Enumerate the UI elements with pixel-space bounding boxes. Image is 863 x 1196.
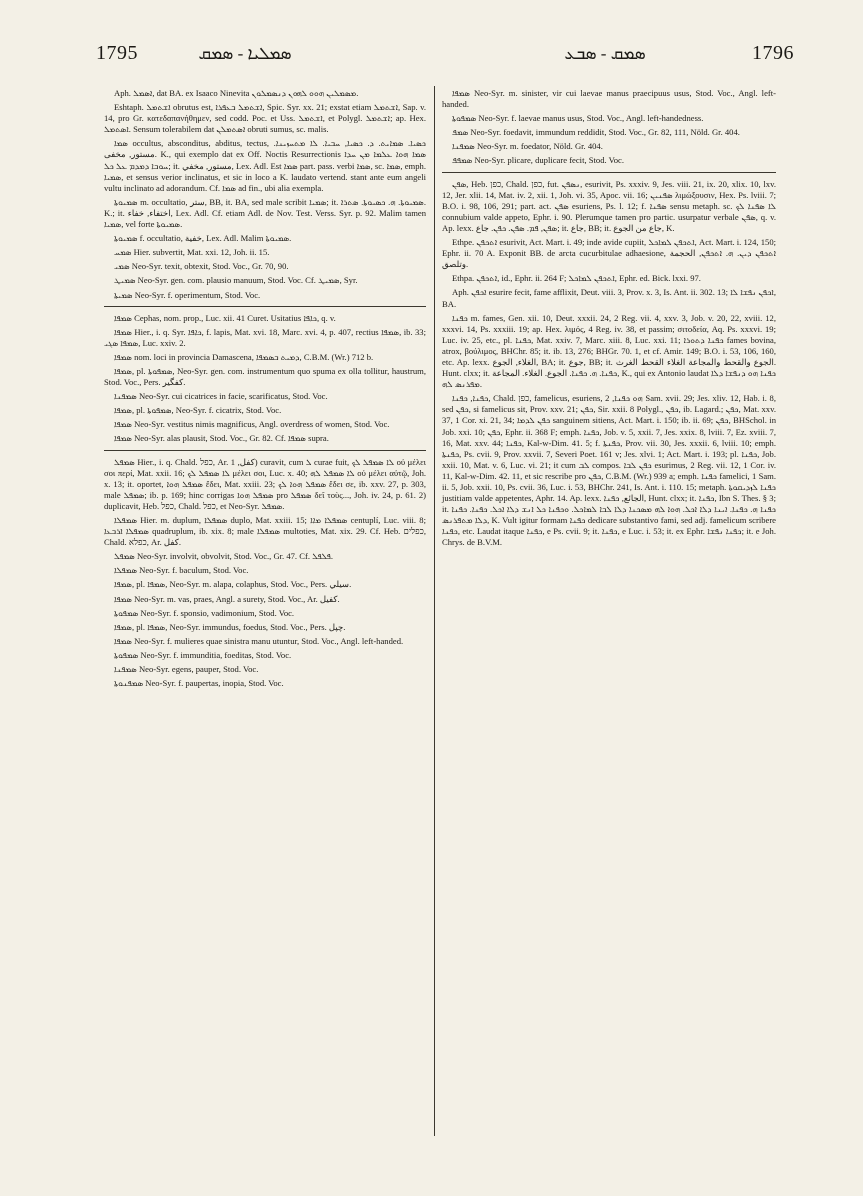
dictionary-entry: ܣܡܦܐ Cephas, nom. prop., Luc. xii. 41 Curet. Usitatius ܟܐܦܐ, q. v. [114,312,336,323]
left-page-number: 1795 [96,42,138,64]
dictionary-entry: ܣܡܦܦ Neo-Syr. plicare, duplicare fecit, Stod. Voc. [452,155,625,166]
right-page-number: 1796 [752,42,794,64]
dictionary-entry: ܣܡܦܢܘܬܐ Neo-Syr. f. paupertas, inopia, Stod. Voc. [114,678,284,689]
dictionary-entry: ܣܡܦܐ Hier., i. q. Syr. ܟܐܦܐ, f. lapis, Mat. xvi. 18, Marc. xvi. 4, p. 407, rectius ܣܡܦܐ, ib. 33; ܣܡܦܐ ܣܓܝ, Luc. xxiv. 2. [104,326,426,348]
dictionary-entry: ܣܡܝܘܬܐ m. occultatio, ستر, BB, it. BA, sed male scribit ܣܡܝܐ; it. ܣܡܝܘܬܐ. ܗ. ܟܣܝܘܬܐ. ܣܬܪܐ. K.; it. اختفاء, خفاء, Lex. Adl. Cf. etiam Adl. de Nov. Test. Verss. Syr. p. 92. Malim tamen ܣܡܝܐ, vel forte ܣܡܝܘܬܐ. [104,196,427,230]
dictionary-entry: Ethpe. ܐܬܟܦܢ esurivit, Act. Mart. i. 49; inde avide cupiit, ܐܬܟܦܢ ܠܡܐܟܠ, Act. Mart. i. 124, 150; Ephr. ii. 70 A. Exponit BB. de arcta cucurbitulae adhaesione, ܐܬܟܦܢ ܕܝܢ. ܗ. ܐܬܟܦܢ, الحجمة وتلصق. [442,237,777,270]
section-rule [442,172,776,173]
dictionary-entry: ܣܡܦܐ, pl. ܣܡܦܘܬܐ, Neo-Syr. gen. com. instrumentum quo spuma ex olla tollitur, haustrum, Stod. Voc., Pers. كفگير. [104,365,426,388]
dictionary-entry: ܣܡܦܠ Hier., i. q. Chald. כפל, Ar. كفل, 1) curavit, cum ܠ curae fuit, ܠܐ ܣܡܦܠ ܠܟ οὐ μέλει σοι περί, Mat. xxii. 16; ܠܐ ܣܡܦܠ ܠܟ μέλει σοι, Luc. x. 40; ܠܐ ܣܡܦܠ ܠܗ οὐ μέλει αὐτῷ, Joh. x. 13; it. oportet, ܣܡܦܠ ܗܘܐ ἔδει, Mat. xxiii. 23; ܣܡܦܠ ܗܘܐ ܠܟ ἔδει σε, ib. xxv. 27, p. 303, male ܣܡܦܠ; ib. p. 169; hinc corrigas ܣܡܦܠ ܗܘܐ pro ܣܡܦܠ δεῖ τοὺς..., Joh. iv. 24, p. 61. 2) duplicavit, Heb. כפל, Chald. כפל, et Neo-Syr. ܣܡܦܠ. [104,456,427,511]
dictionary-entry: ܣܡܐ occultus, absconditus, abditus, tectus, ܟܣܝܐ. ܣܡܐܝܬ. ܕ. ܟܣܝܐ, ܚܒܝܐ. ܠܐ ܡܬܚܙܝܢܐ. مستور, مخفى. K., qui exemplo dat ex Off. Noctis Resurrectionis ܣܡܐ ܗܘܐ ܥܠܡܐ ܡܢ ܚܕܐ ܚܘܒܐ ܕܡܕܡ ܥܠ ܟܠ; it. مستور, مخفي, Lex. Adl. Est ܣܡܐ part. pass. verbi ܣܡܐ, sc. ܣܡܐ, emph. ܣܡܝܐ, et sensus verior inclinatus, et sic in loco a K. laudato vertend. stant ante eum angeli vultu inclinato ad adorandum. Cf. ܣܡܐ ad fin., ubi alia exempla. [104,138,427,193]
dictionary-entry: ܣܡܦܐ, pl. ܣܡܦܐ, Neo-Syr. immundus, foedus, Stod. Voc., Pers. چپل. [114,621,346,632]
dictionary-entry: ܣܡܦܐ Neo-Syr. alas plausit, Stod. Voc., Gr. 82. Cf. ܣܡܦܐ supra. [114,433,329,444]
left-entries-group-1 [104,88,426,301]
dictionary-entry: ܣܡܦܐ Neo-Syr. m. sinister, vir cui laevae manus praecipuus usus, Stod. Voc., Angl. left-handed. [442,88,776,110]
column-divider [434,86,435,1136]
dictionary-entry: ܣܡܦܘܬܐ Neo-Syr. f. sponsio, vadimonium, Stod. Voc. [114,607,295,618]
section-rule [104,306,426,307]
dictionary-entry: ܣܡܦܘܬܐ Neo-Syr. f. laevae manus usus, Stod. Voc., Angl. left-handedness. [452,113,704,124]
dictionary-entry: ܣܡܝܘܬܐ f. occultatio, خفية, Lex. Adl. Malim ܣܡܝܘܬܐ. [114,233,292,244]
section-rule [104,450,426,451]
left-entries-group-2 [104,313,426,445]
dictionary-entry: ܣܡܝ Neo-Syr. texit, obtexit, Stod. Voc., Gr. 70, 90. [114,261,289,272]
dictionary-entry: Aph. ܐܣܡܠ, dat BA. ex Isaaco Ninevita ܡܣܡܠܝܢ ܗܘܘ ܠܗܘܢ ܕܢܣܡܠܘܢ. [114,88,359,98]
dictionary-entry: ܣܡܦܢܐ Neo-Syr. m. foedator, Nöld. Gr. 404. [452,141,603,152]
dictionary-entry: ܣܡܦܢܐ Neo-Syr. egens, pauper, Stod. Voc. [114,664,259,675]
dictionary-entry: ܣܦܢ, Heb. כפן, Chald. כפן, fut. ܢܣܦܢ, esurivit, Ps. xxxiv. 9, Jes. viii. 21, ix. 20, xlix. 10, lxv. 12, Jer. xlii. 14, Mat. iv. 2, xii. 1, Joh. vi. 35, Apoc. vii. 16; ܣܦܢܝܢ λιμώξουσιν, Hex. Ps. lviii. 7; B.O. i. 98, 106, 291; part. act. ܣܦܢ esuriens, Ps. l. 12; f. ܣܦܢܐ sensu metaph. sc. ܠܐ ܣܦܢܐ ܠܟ connubium valde appeto, Ephr. i. 90. Plerumque tamen pro partic. usurpatur verbale ܣܦܢ, q. v. Ap. lexx. ܣܦܢ, ܦܡ. ܣܦܢ. ܟܦܢ. جاع; it. جاع, BB; it. جاع من الجوع, K. [442,178,777,233]
dictionary-entry: Ethpa. ܐܬܟܦܢ, id., Ephr. ii. 264 F; ܐܬܟܦܢ ܠܡܐܟܠ, Ephr. ed. Bick. lxxi. 97. [452,273,701,284]
dictionary-entry: ܣܡܝܬܐ Neo-Syr. f. operimentum, Stod. Voc. [114,289,261,300]
left-running-title: ܣܡܠܝܐ - ܣܡܩ [198,44,292,63]
left-entries-group-3 [104,457,426,690]
right-entries-group-2 [442,179,776,549]
dictionary-entry: ܣܡܦܘܬܐ Neo-Syr. f. immunditia, foeditas, Stod. Voc. [114,649,292,660]
left-column [104,88,426,692]
page-header [0,40,863,70]
dictionary-entry: ܟܦܢܐ, ܟܦܢܐ, Chald. כפן, famelicus, esuriens, ܗܘ ܟܦܢܐ, 2 Sam. xvii. 29; Jes. xliv. 12, Hab. i. 8, sed ܟܦܢ, si famelicus sit, Prov. xxv. 21; ܟܦܢ, Sir. xxii. 8 Polygl., ܟܦܢ, ib. Lagard.; ܟܦܢ, Mat. xxv. 37, 1 Cor. xi. 21, 34; ܟܦܢ ܠܕܡܐ sanguinem sitiens, Act. Mart. i. 150; ib. ii. 69; ܟܦܢ, BHSchol. in Job. xxi. 10; ܟܦܢ, Ephr. ii. 368 F; emph. ܟܦܢܐ, Job. v. 5, xxii. 7, Jes. xxix. 8, lviii. 7, Ez. xviii. 7, 16, Mat. xxv. 44; ܟܦܢܐ, Kal-w-Dim. 41. 5; f. ܟܦܢܬܐ, Prov. vii. 30, Jes. xxxii. 6, lviii. 10; emph. ܟܦܢܬܐ, Ps. cvii. 9, Prov. xxvii. 7, Severi Poet. 161 v; Jes. xlvi. 1; Act. Mart. i. 193; pl. ܟܦܢܐ, Job. xxii. 10, Mat. v. 6, Luc. vi. 21; it cum ܠܒ compos. ܟܦܢ ܠܒܐ esurimus, 2 Reg. vii. 12, 1 Cor. iv. 11, Kal-w-Dim. 42. 11, et sic rescribe pro ܟܦܢ, C.B.M. (Wr.) 939 a; emph. ܟܦܢܐ famelici, 1 Sam. ii. 5, Job. xxii. 10, Ps. cvii. 36, Luc. i. 53, BHChr. 241, Is. Ant. i. 110. 15; metaph. ܟܦܢܐ ܠܙܕܝܩܘܬܐ justitiam valde appetentes, Aphr. 14. Ap. lexx. الجائع, ܟܦܢܐ, Hunt. clxx; it. ܟܦܢܐ, Ibn S. Thes. § 3; it. ܟܦܢܐ ܗ. ܟܦܢܐ. ܐܝܢܐ ܕܠܐ ܐܟܠ. ܗܘܐ ܠܗ ܡܣܟܢܐ ܕܠܐ ܠܒܐ ܠܡܐܟܠ. ܘܟܦܢܐ ܟܠ ܐܢܫ ܕܠܐ ܐܟܠ. ܟܦܢܐ. ܟܦܢܐ ܕܠܐ ܡܬܦܪܢܣ, K. Vult igitur formam ܟܦܢܐ dedicare substantivo fami, sed adj. famelicum scribere ܟܦܢܐ, etc. Laudat itaque ܟܦܢܐ, e Ps. cvii. 9; it. ܟܦܢܐ, e Luc. i. 53; it. ex Ephr. ܟܦܢܐ ܢܦܫܐ; it. e Joh. Chrys. de B.V.M. [442,393,777,548]
dictionary-entry: ܣܡܦܐ Neo-Syr. vestitus nimis magnificus, Angl. overdress of women, Stod. Voc. [114,419,390,430]
dictionary-entry: ܟܦܢܐ m. fames, Gen. xii. 10, Deut. xxxii. 24, 2 Reg. vii. 4, xxv. 3, Job. v. 20, 22, xviii. 12, xxxvi. 14, Ps. xxxiii. 19; ap. Hex. λιμός, 4 Reg. iv. 38, et passim; σιτοδεία, Aq. Ps. xxxvi. 19; Luc. iv. 25, etc., pl. ܟܦܢܐ, Mat. xxiv. 7, Marc. xiii. 8, Luc. xxi. 11; ܟܦܢܐ ܕܬܘܪܐ fames bovina, atrox, βούλιμος, BHChr. 85; it. ib. 13, 276; BHGr. 70. 1, et cf. Amir. 149; B.O. i. 53, 106, 160, etc. Ap. lexx. الغلاء, الجوع, BA; it. جوع, BB; it. الجوع والقحط والمجاعة الغلاء القحط الغرث. Hunt. clxx; it. ܟܦܢܐ. ܗ. ܟܦܢܐ. الجوع. الغلاء. المجاعة, K., qui ex Antonio laudat ܟܦܢܐ ܗܘ ܕܢܦܫܐ ܕܠܐ ܡܦܪܢܣ ܠܗ. [442,312,777,390]
dictionary-entry: ܣܡܦܠܐ Neo-Syr. f. baculum, Stod. Voc. [114,565,249,576]
dictionary-entry: ܣܡܦܐ, pl. ܣܡܦܘܬܐ, Neo-Syr. f. cicatrix, Stod. Voc. [114,405,282,416]
dictionary-entry: ܣܡܦܐ nom. loci in provincia Damascena, ܕܡܝܬ ܒܣܡܦܐ, C.B.M. (Wr.) 712 b. [114,351,374,362]
dictionary-entry: ܣܡܦܠ Neo-Syr. involvit, obvolvit, Stod. Voc., Gr. 47. Cf. ܦܠܦܠ. [114,551,333,562]
dictionary-entry: ܣܡܦܢܐ Neo-Syr. cui cicatrices in facie, scarificatus, Stod. Voc. [114,391,328,402]
dictionary-entry: ܣܡܦܐ Neo-Syr. m. vas, praes, Angl. a surety, Stod. Voc., Ar. كفيل. [114,593,340,604]
dictionary-entry: Eshtaph. ܐܫܬܡܠ obrutus est, ܐܫܬܡܠ ܒܥܦܪܐ, Spic. Syr. xx. 21; exstat etiam ܐܫܬܡܠ, Sap. v. 14, pro Gr. κατεδαπανήθημεν, sed codd. Poc. et Uss. ܐܫܬܡܠ, et Polygl. ܐܫܬܡܠ; ap. Hex. ܐܣܬܡܠ. Sensum tolerabilem dat ܐܣܬܡܠܢ obruti sumus, sc. malis. [104,102,427,135]
dictionary-entry: ܣܡܚ Hier. subvertit, Mat. xxi. 12, Joh. ii. 15. [114,247,270,258]
dictionary-entry: ܣܡܦܠܐ Hier. m. duplum, ܣܡܦܠܐ duplo, Mat. xxiii. 15; ܣܡܦܠܐ ܡܐܐ centuplí, Luc. viii. 8; ܣܡܦܠܐ ܐܪܒܥܐ quadruplum, ib. xix. 8; male ܣܡܦܠܐ multoties, Mat. xix. 29. Cf. Heb. כפלים, Chald. כפלא, Ar. كفل. [104,515,426,548]
dictionary-entry: ܣܡܦܐ Neo-Syr. f. mulieres quae sinistra manu utuntur, Stod. Voc., Angl. left-handed. [114,635,404,646]
dictionary-entry: ܣܡܦܐ, pl. ܣܡܦܐ, Neo-Syr. m. alapa, colaphus, Stod. Voc., Pers. سيلي. [114,579,352,590]
right-entries-group-1 [442,88,776,167]
dictionary-entry: ܣܡܝܛ Neo-Syr. gen. com. plausio manuum, Stod. Voc. Cf. ܣܡܝܛ, Syr. [114,275,358,286]
dictionary-entry: ܣܡܦ Neo-Syr. foedavit, immundum reddidit, Stod. Voc., Gr. 82, 111, Nöld. Gr. 404. [452,127,740,138]
dictionary-entry: Aph. ܐܟܦܢ esurire fecit, fame afflixit, Deut. viii. 3, Prov. x. 3, Is. Ant. ii. 302. 13; ܐܟܦܢ ܢܦܫܐ ܠܐ, BA. [442,287,776,309]
right-running-title: ܣܡܩ - ܣܒܥ [564,44,646,63]
right-column [442,88,776,552]
